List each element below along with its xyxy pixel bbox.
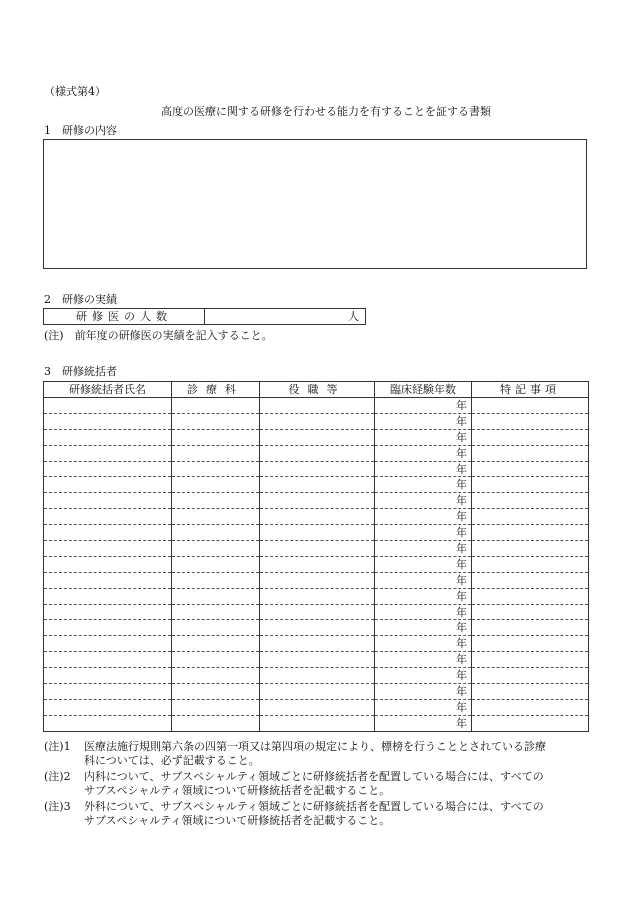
table-row [44, 429, 589, 445]
department-cell[interactable] [172, 684, 260, 700]
name-cell[interactable] [44, 652, 172, 668]
experience-cell[interactable]: 年 [375, 604, 472, 620]
name-cell[interactable] [44, 668, 172, 684]
experience-cell[interactable]: 年 [375, 588, 472, 604]
remarks-cell[interactable] [472, 572, 589, 588]
name-cell[interactable] [44, 493, 172, 509]
experience-cell[interactable]: 年 [375, 668, 472, 684]
name-cell[interactable] [44, 604, 172, 620]
position-cell[interactable] [260, 445, 375, 461]
table-row [44, 461, 589, 477]
remarks-cell[interactable] [472, 556, 589, 572]
department-cell[interactable] [172, 588, 260, 604]
col-header-experience: 臨床経験年数 [375, 382, 472, 398]
name-cell[interactable] [44, 588, 172, 604]
name-cell[interactable] [44, 556, 172, 572]
name-cell[interactable] [44, 684, 172, 700]
name-cell[interactable] [44, 620, 172, 636]
department-cell[interactable] [172, 620, 260, 636]
name-cell[interactable] [44, 477, 172, 493]
name-cell[interactable] [44, 699, 172, 715]
department-cell[interactable] [172, 572, 260, 588]
name-cell[interactable] [44, 636, 172, 652]
table-row [44, 636, 589, 652]
position-cell[interactable] [260, 684, 375, 700]
footnote-text: 外科について、サブスペシャルティ領域ごとに研修統括者を配置している場合には、すべての サブスペシャルティ領域について研修統括者を記載すること。 [84, 800, 544, 827]
remarks-cell[interactable] [472, 715, 589, 731]
form-number: （様式第4） [44, 85, 106, 98]
experience-cell[interactable]: 年 [375, 620, 472, 636]
table-row [44, 413, 589, 429]
department-cell[interactable] [172, 668, 260, 684]
position-cell[interactable] [260, 556, 375, 572]
table-row [44, 493, 589, 509]
remarks-cell[interactable] [472, 636, 589, 652]
name-cell[interactable] [44, 525, 172, 541]
department-cell[interactable] [172, 429, 260, 445]
footnote-mark: (注)1 [44, 740, 71, 753]
position-cell[interactable] [260, 636, 375, 652]
position-cell[interactable] [260, 509, 375, 525]
footnote-mark: (注)2 [44, 770, 71, 783]
department-cell[interactable] [172, 652, 260, 668]
remarks-cell[interactable] [472, 398, 589, 414]
position-cell[interactable] [260, 493, 375, 509]
position-cell[interactable] [260, 429, 375, 445]
remarks-cell[interactable] [472, 445, 589, 461]
experience-cell[interactable]: 年 [375, 413, 472, 429]
position-cell[interactable] [260, 604, 375, 620]
remarks-cell[interactable] [472, 413, 589, 429]
table-row [44, 668, 589, 684]
position-cell[interactable] [260, 715, 375, 731]
col-header-position: 役職等 [260, 382, 375, 398]
footnote-text: 内科について、サブスペシャルティ領域ごとに研修統括者を配置している場合には、すべての サブスペシャルティ領域について研修統括者を記載すること。 [84, 770, 544, 797]
section1-heading: 1 研修の内容 [44, 124, 117, 137]
supervisor-table [43, 381, 589, 732]
experience-cell[interactable]: 年 [375, 477, 472, 493]
table-row [44, 398, 589, 414]
department-cell[interactable] [172, 715, 260, 731]
experience-cell[interactable]: 年 [375, 684, 472, 700]
remarks-cell[interactable] [472, 588, 589, 604]
page-title: 高度の医療に関する研修を行わせる能力を有することを証する書類 [161, 105, 491, 118]
name-cell[interactable] [44, 541, 172, 557]
remarks-cell[interactable] [472, 429, 589, 445]
table-header-row [44, 382, 589, 398]
resident-count-unit: 人 [348, 310, 359, 323]
footnotes [44, 740, 592, 830]
table-row [44, 652, 589, 668]
department-cell[interactable] [172, 398, 260, 414]
table-row [44, 445, 589, 461]
remarks-cell[interactable] [472, 652, 589, 668]
remarks-cell[interactable] [472, 668, 589, 684]
name-cell[interactable] [44, 715, 172, 731]
table-row [44, 509, 589, 525]
department-cell[interactable] [172, 636, 260, 652]
section2-heading: 2 研修の実績 [44, 293, 117, 306]
remarks-cell[interactable] [472, 604, 589, 620]
department-cell[interactable] [172, 509, 260, 525]
experience-cell[interactable]: 年 [375, 715, 472, 731]
training-content-box[interactable] [43, 139, 587, 269]
position-cell[interactable] [260, 588, 375, 604]
footnote [44, 800, 592, 828]
department-cell[interactable] [172, 525, 260, 541]
table-row [44, 477, 589, 493]
position-cell[interactable] [260, 525, 375, 541]
name-cell[interactable] [44, 413, 172, 429]
section2-note: (注) 前年度の研修医の実績を記入すること。 [44, 329, 273, 342]
section3-heading: 3 研修統括者 [44, 365, 117, 378]
experience-cell[interactable]: 年 [375, 493, 472, 509]
experience-cell[interactable]: 年 [375, 652, 472, 668]
remarks-cell[interactable] [472, 620, 589, 636]
experience-cell[interactable]: 年 [375, 636, 472, 652]
footnote-text: 医療法施行規則第六条の四第一項又は第四項の規定により、標榜を行うこととされている診療 科については、必ず記載すること。 [84, 740, 546, 767]
table-row [44, 556, 589, 572]
department-cell[interactable] [172, 699, 260, 715]
name-cell[interactable] [44, 445, 172, 461]
department-cell[interactable] [172, 556, 260, 572]
position-cell[interactable] [260, 398, 375, 414]
experience-cell[interactable]: 年 [375, 429, 472, 445]
table-row [44, 572, 589, 588]
name-cell[interactable] [44, 461, 172, 477]
table-row [44, 715, 589, 731]
name-cell[interactable] [44, 509, 172, 525]
department-cell[interactable] [172, 445, 260, 461]
position-cell[interactable] [260, 620, 375, 636]
col-header-department: 診療科 [172, 382, 260, 398]
remarks-cell[interactable] [472, 461, 589, 477]
table-row [44, 588, 589, 604]
remarks-cell[interactable] [472, 684, 589, 700]
table-row [44, 699, 589, 715]
resident-count-table [43, 308, 366, 325]
table-row [44, 525, 589, 541]
remarks-cell[interactable] [472, 477, 589, 493]
position-cell[interactable] [260, 477, 375, 493]
position-cell[interactable] [260, 413, 375, 429]
experience-cell[interactable]: 年 [375, 461, 472, 477]
position-cell[interactable] [260, 652, 375, 668]
footnote-mark: (注)3 [44, 800, 71, 813]
table-row [44, 604, 589, 620]
name-cell[interactable] [44, 572, 172, 588]
position-cell[interactable] [260, 541, 375, 557]
footnote [44, 770, 592, 798]
experience-cell[interactable]: 年 [375, 525, 472, 541]
position-cell[interactable] [260, 572, 375, 588]
name-cell[interactable] [44, 398, 172, 414]
table-row [44, 684, 589, 700]
remarks-cell[interactable] [472, 525, 589, 541]
experience-cell[interactable]: 年 [375, 541, 472, 557]
department-cell[interactable] [172, 413, 260, 429]
experience-cell[interactable]: 年 [375, 699, 472, 715]
table-row [44, 541, 589, 557]
remarks-cell[interactable] [472, 699, 589, 715]
remarks-cell[interactable] [472, 541, 589, 557]
department-cell[interactable] [172, 604, 260, 620]
experience-cell[interactable]: 年 [375, 445, 472, 461]
position-cell[interactable] [260, 699, 375, 715]
table-row [44, 620, 589, 636]
experience-cell[interactable]: 年 [375, 398, 472, 414]
department-cell[interactable] [172, 541, 260, 557]
department-cell[interactable] [172, 477, 260, 493]
position-cell[interactable] [260, 461, 375, 477]
remarks-cell[interactable] [472, 493, 589, 509]
department-cell[interactable] [172, 493, 260, 509]
name-cell[interactable] [44, 429, 172, 445]
col-header-name: 研修統括者氏名 [44, 382, 172, 398]
experience-cell[interactable]: 年 [375, 572, 472, 588]
remarks-cell[interactable] [472, 509, 589, 525]
position-cell[interactable] [260, 668, 375, 684]
experience-cell[interactable]: 年 [375, 509, 472, 525]
col-header-remarks: 特記事項 [472, 382, 589, 398]
resident-count-label: 研修医の人数 [44, 309, 205, 324]
footnote [44, 740, 592, 768]
experience-cell[interactable]: 年 [375, 556, 472, 572]
department-cell[interactable] [172, 461, 260, 477]
